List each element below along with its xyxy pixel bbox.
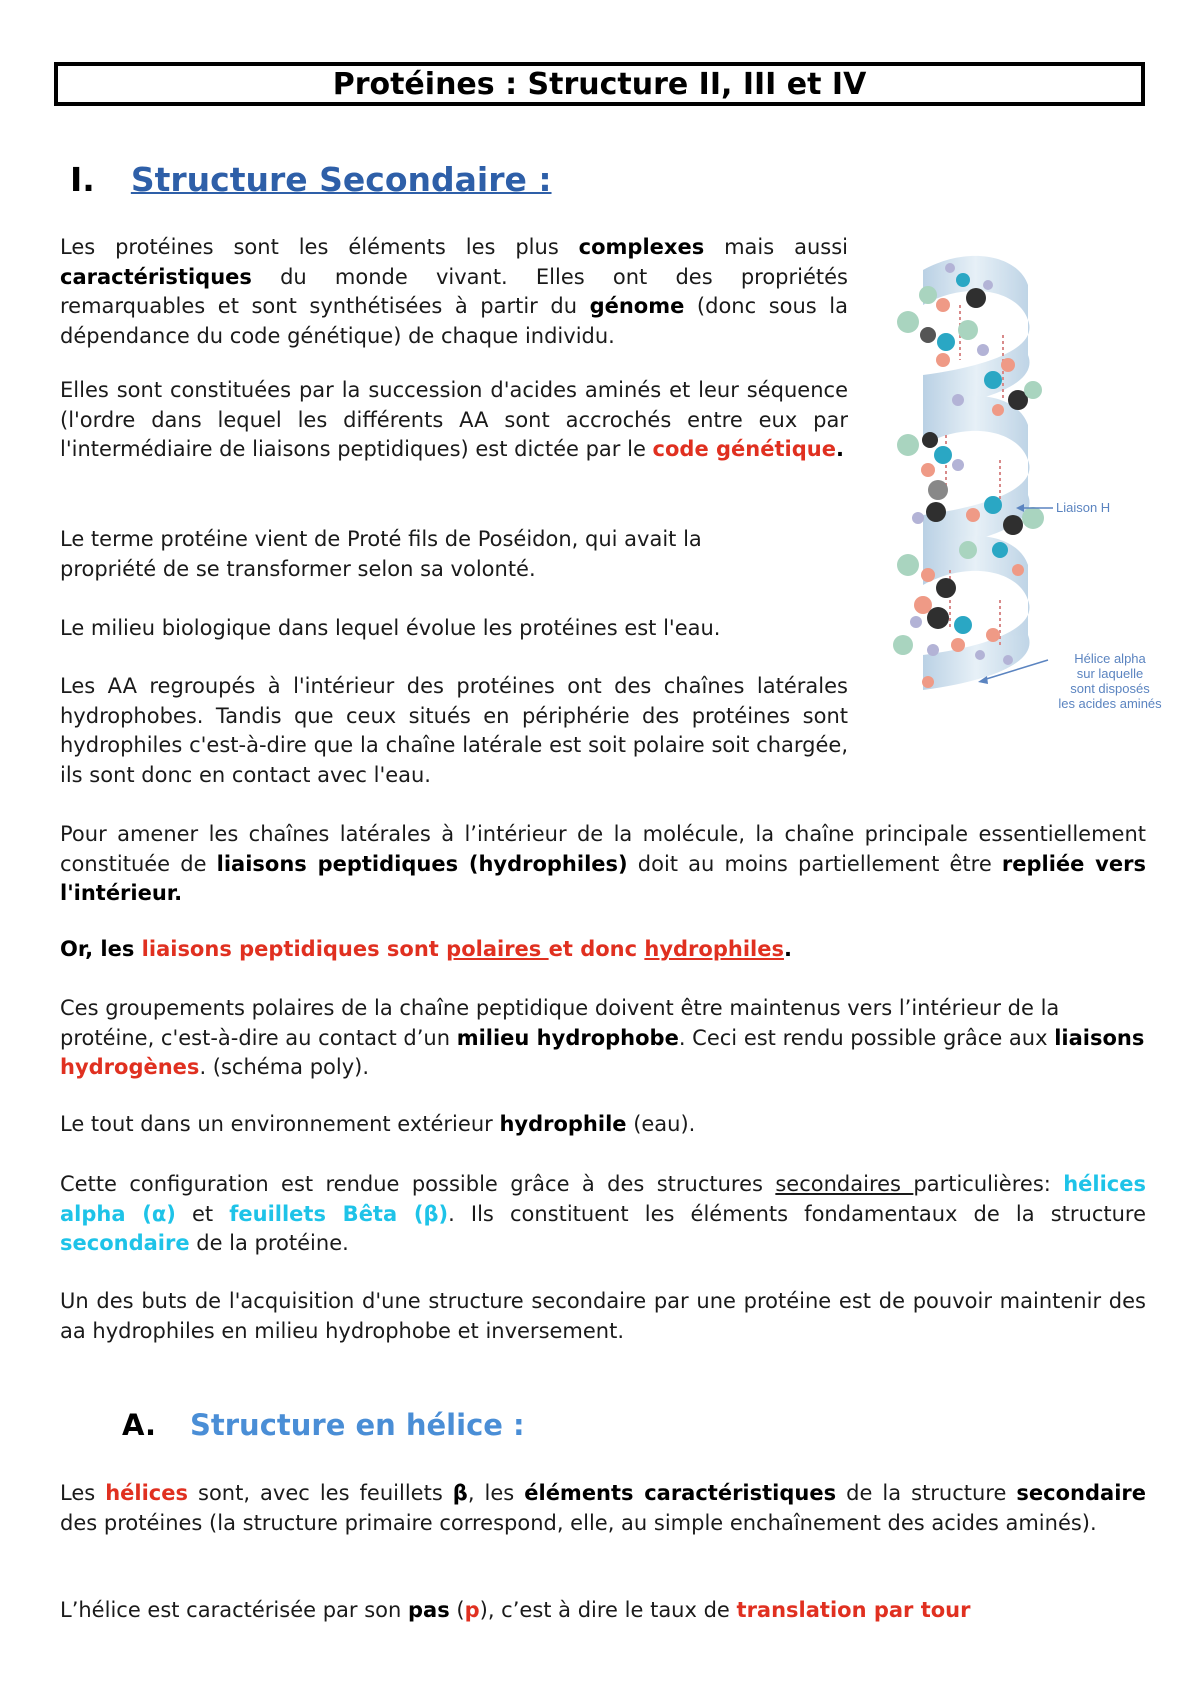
section-heading-structure-secondaire — [70, 160, 552, 199]
paragraph-side-chains: Pour amener les chaînes latérales à l’intérieur de la molécule, la chaîne principale essentiellement constituée de liaisons peptidiques (hydrophiles) doit au moins partiellement être repliée vers l'intérieur. — [60, 822, 1146, 906]
helice-alpha-label-2: sur laquelle — [1076, 666, 1144, 681]
page-title: Protéines : Structure II, III et IV — [54, 62, 1145, 106]
paragraph-proteins-intro: Les protéines sont les éléments les plus complexes mais aussi caractéristiques du monde vivant. Elles ont des propriétés remarquables et sont synthétisées à partir du génome (donc sous la dépendance du code génétique) de chaque individu. — [60, 235, 848, 348]
paragraph-hydrophobic-chains: Les AA regroupés à l'intérieur des protéines ont des chaînes latérales hydrophobes. Tandis que ceux situés en périphérie des protéines sont hydrophiles c'est-à-dire que la chaîne latérale est soit polaire soit chargée, ils sont donc en contact avec l'eau. — [60, 674, 848, 787]
helice-alpha-label-1: Hélice alpha — [1074, 651, 1146, 666]
paragraph-water-medium: Le milieu biologique dans lequel évolue les protéines est l'eau. — [60, 616, 721, 640]
paragraph-hydrophilic-environment: Le tout dans un environnement extérieur hydrophile (eau). — [60, 1112, 696, 1136]
alpha-helix-figure — [888, 250, 1173, 720]
paragraph-etymology: Le terme protéine vient de Proté fils de Poséidon, qui avait la propriété de se transformer selon sa volonté. — [60, 527, 702, 581]
hydrogen-bond-dashes — [946, 305, 1003, 645]
paragraph-hydrogen-bonds: Ces groupements polaires de la chaîne peptidique doivent être maintenus vers l’intérieur de la protéine, c'est-à-dire au contact d’un milieu hydrophobe. Ceci est rendu possible grâce aux liaisons hydrogènes. (schéma poly). — [60, 996, 1145, 1080]
subsection-title: Structure en hélice : — [190, 1408, 525, 1442]
paragraph-helices: Les hélices sont, avec les feuillets β, les éléments caractéristiques de la structure secondaire des protéines (la structure primaire correspond, elle, au simple enchaînement des acides aminés). — [60, 1481, 1146, 1535]
paragraph-secondary-configurations: Cette configuration est rendue possible grâce à des structures secondaires particulières: hélices alpha (α) et feuillets Bêta (β). Ils constituent les éléments fondamentaux de la structure secondaire de la protéine. — [60, 1172, 1146, 1256]
helice-alpha-label-3: sont disposés — [1070, 681, 1150, 696]
helice-alpha-label-4: les acides aminés — [1058, 696, 1162, 711]
subsection-number: A. — [122, 1408, 156, 1442]
paragraph-amino-acid-sequence: Elles sont constituées par la succession d'acides aminés et leur séquence (l'ordre dans lequel les différents AA sont accrochés entre eux par l'intermédiaire de liaisons peptidiques) est dictée par le code génétique. — [60, 378, 848, 462]
liaison-h-label: Liaison H — [1056, 500, 1111, 515]
section-number: I. — [70, 160, 95, 199]
paragraph-polar-bonds: Or, les liaisons peptidiques sont polaires et donc hydrophiles. — [60, 937, 792, 961]
section-heading-structure-en-helice — [122, 1408, 525, 1442]
paragraph-helix-pitch: L’hélice est caractérisée par son pas (p), c’est à dire le taux de translation par tour — [60, 1598, 971, 1622]
paragraph-secondary-purpose: Un des buts de l'acquisition d'une structure secondaire par une protéine est de pouvoir maintenir des aa hydrophiles en milieu hydrophobe et inversement. — [60, 1289, 1146, 1343]
section-title: Structure Secondaire : — [130, 160, 552, 199]
